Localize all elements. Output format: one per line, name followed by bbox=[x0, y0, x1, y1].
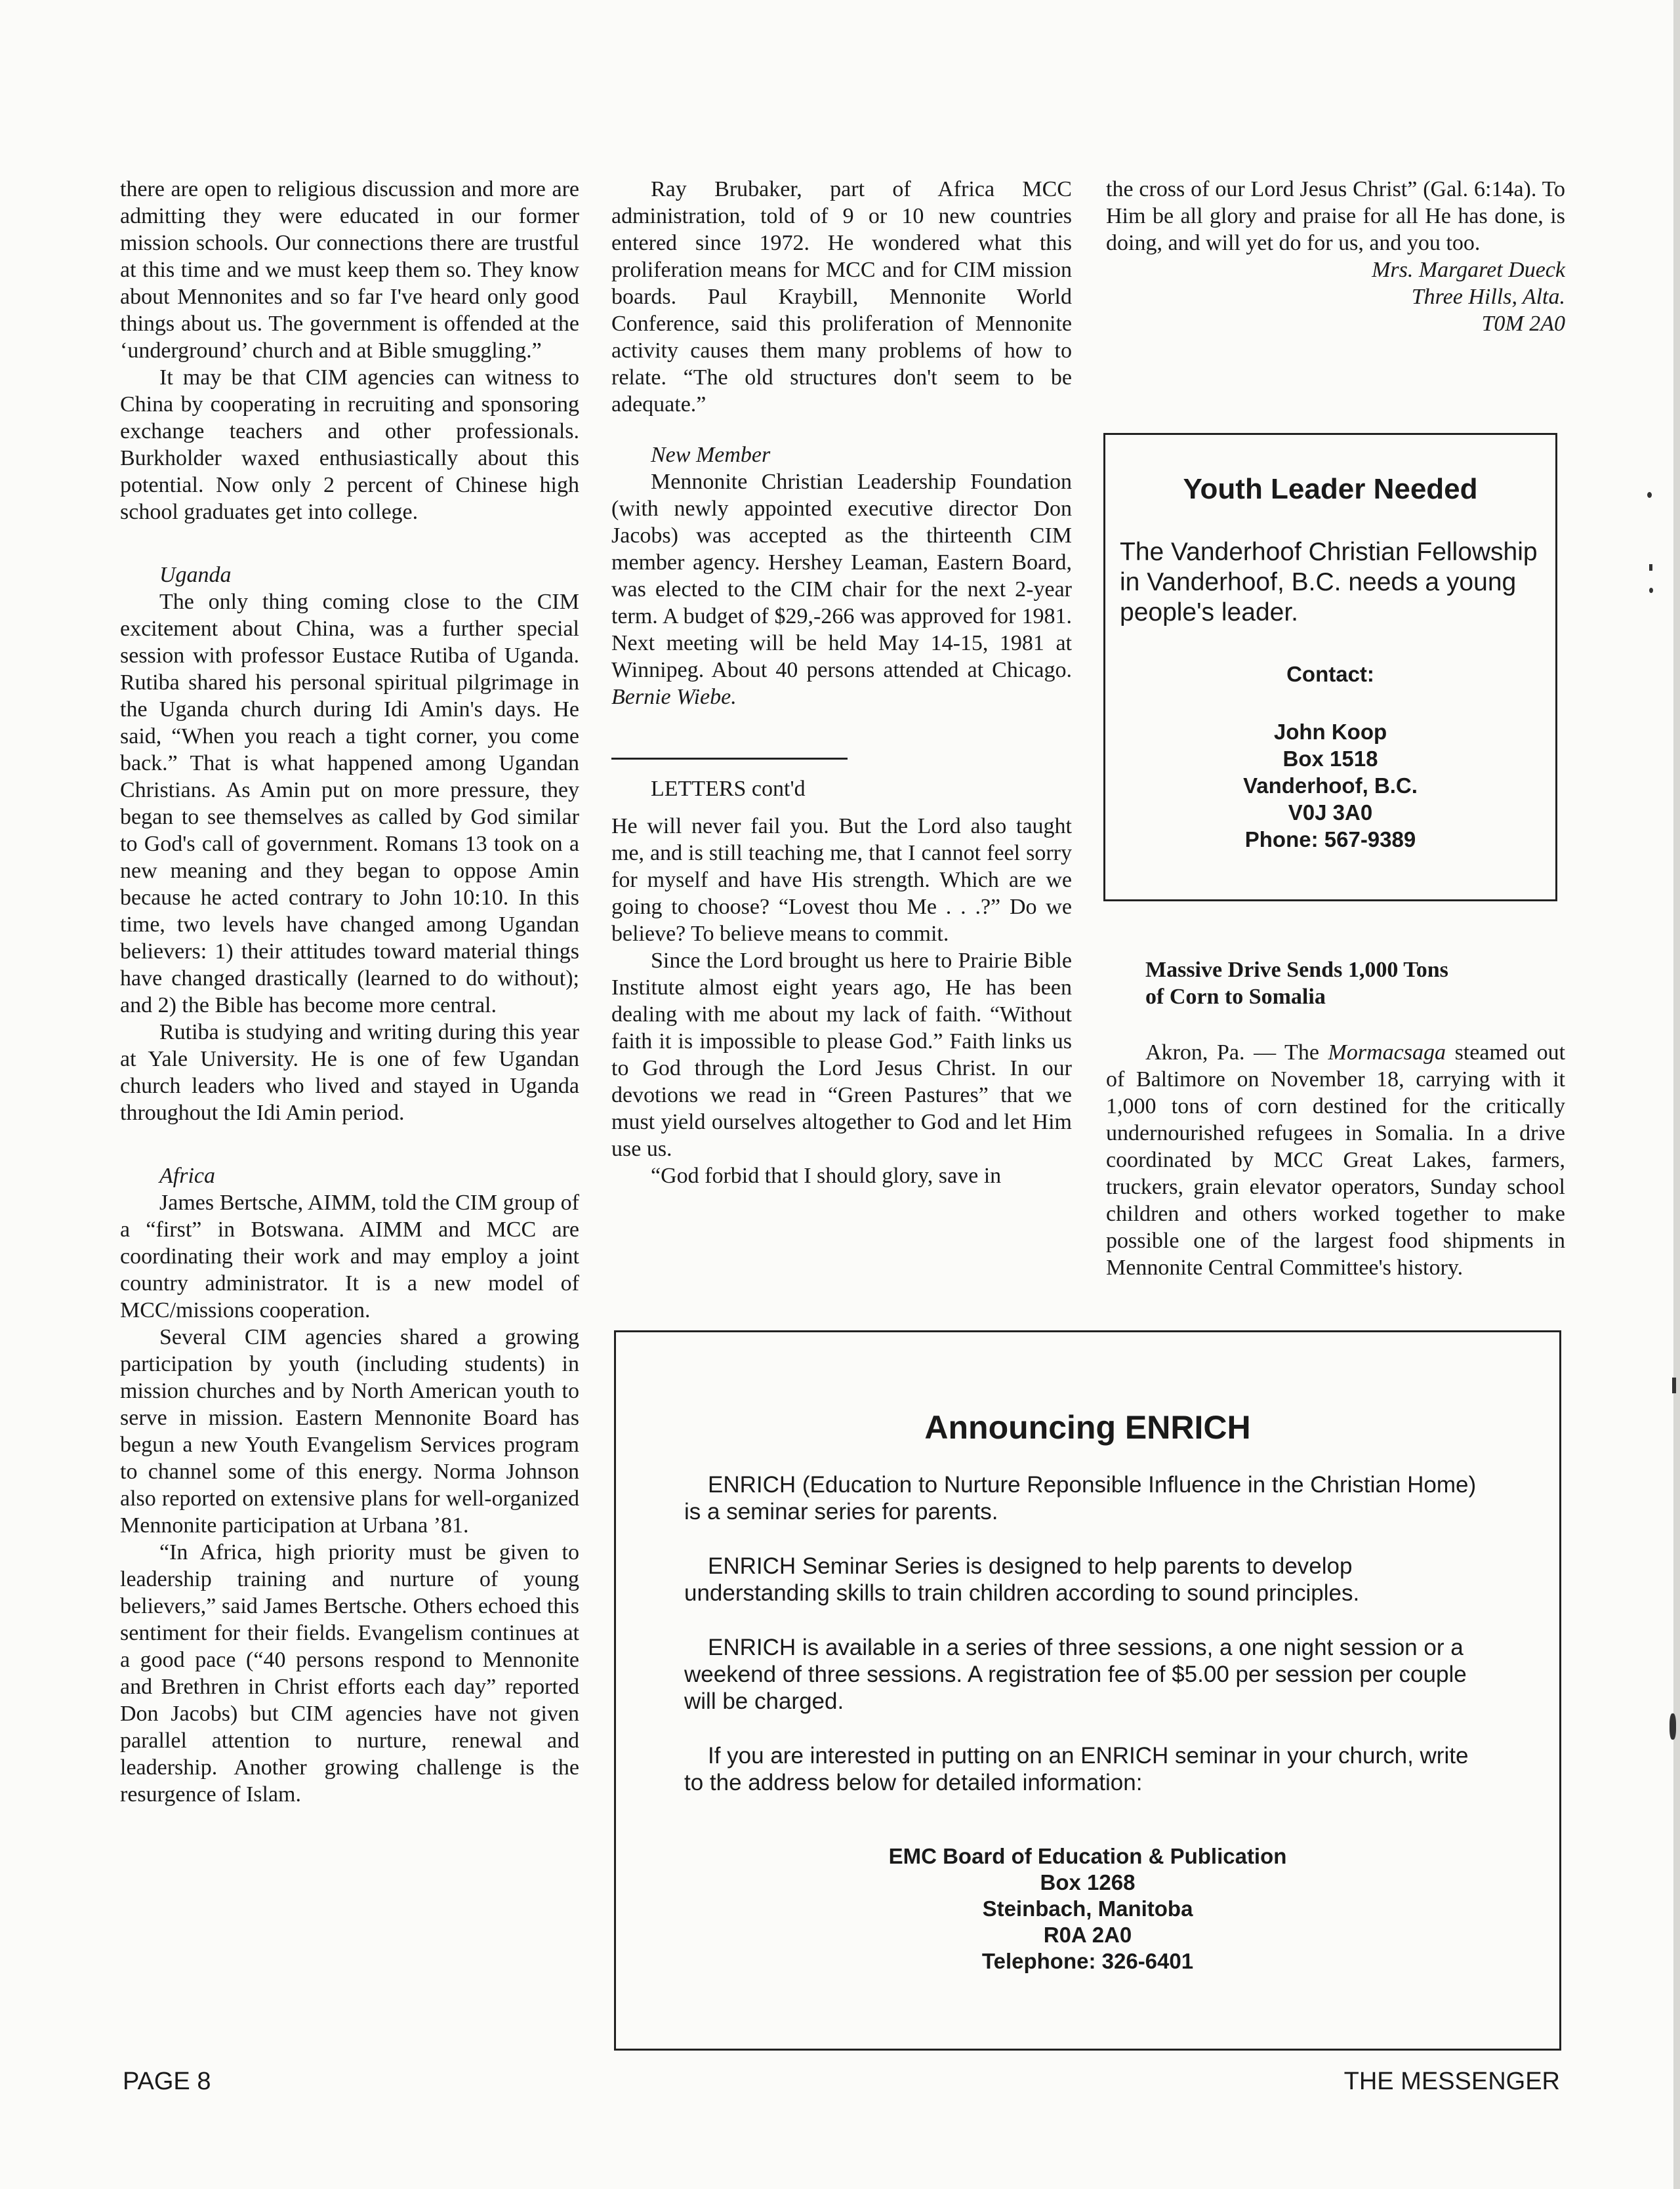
publication-name: THE MESSENGER bbox=[1343, 2068, 1560, 2095]
ad-town: Steinbach, Manitoba bbox=[982, 1896, 1193, 1921]
divider bbox=[611, 758, 848, 760]
paragraph: Several CIM agencies shared a growing participation by youth (including students) in mission churches and by North American youth to serve in mission. Eastern Mennonite Board has begun a new Youth Evangelism Services program to channel some of this energy. Norma Johnson also reported on extensive plans for well-organized Mennonite participation at Urbana ’81. bbox=[120, 1325, 579, 1538]
ad-title: Youth Leader Needed bbox=[1183, 473, 1478, 505]
paragraph-text: steamed out of Baltimore on November 18, carrying with it 1,000 tons of corn destined for the critically undernourished refugees in Somalia. In a drive coordinated by MCC Great Lakes, farmers, truckers, grain elevator operators, Sunday school children and others worked together to make possible one of the largest food shipments in Mennonite Central Committee's history. bbox=[1106, 1040, 1566, 1280]
signature-town: Three Hills, Alta. bbox=[1411, 285, 1565, 309]
paragraph bbox=[1106, 1039, 1565, 1281]
scan-speck bbox=[1647, 492, 1652, 498]
paragraph: Since the Lord brought us here to Prairie Bible Institute almost eight years ago, He has been dealing with me about my lack of faith. “Without faith it is impossible to please God.” Faith links us to God through the Lord Jesus Christ. In our devotions we read in “Green Pastures” that we must yield ourselves altogether to God and let Him use us. bbox=[611, 949, 1072, 1161]
continued-label: LETTERS cont'd bbox=[651, 777, 806, 801]
paragraph bbox=[611, 468, 1072, 710]
story-headline: of Corn to Somalia bbox=[1145, 985, 1326, 1009]
ad-org: EMC Board of Education & Publication bbox=[888, 1844, 1287, 1868]
ad-postal: R0A 2A0 bbox=[1043, 1923, 1132, 1947]
contact-town: Vanderhoof, B.C. bbox=[1243, 773, 1418, 798]
ad-paragraph: ENRICH (Education to Nurture Reponsible Influence in the Christian Home) is a seminar series for parents. bbox=[684, 1472, 1477, 1524]
paragraph: He will never fail you. But the Lord also taught me, and is still teaching me, that I cannot feel sorry for myself and have His strength. Which are we going to choose? “Lovest thou Me . . .?” Do we believe? To believe means to commit. bbox=[611, 814, 1072, 946]
ad-title: Announcing ENRICH bbox=[924, 1409, 1251, 1446]
scan-speck bbox=[1649, 588, 1653, 593]
section-heading: Uganda bbox=[159, 563, 232, 587]
paragraph: The only thing coming close to the CIM excitement about China, was a further special session with professor Eustace Rutiba of Uganda. Rutiba shared his personal spiritual pilgrimage in the Uganda church during Idi Amin's days. He said, “When you reach a tight corner, you come back.” That is what happened among Ugandan Christians. As Amin put on more pressure, they began to see themselves as called by God similar to God's call of government. Romans 13 took on a new meaning and they began to oppose Amin because he acted contrary to John 10:10. In this time, two levels have changed among Ugandan believers: 1) their attitudes toward material things have changed drastically (learned to do without); and 2) the Bible has become more central. bbox=[120, 590, 579, 1017]
scan-speck bbox=[1672, 1378, 1676, 1393]
paragraph: James Bertsche, AIMM, told the CIM group of a “first” in Botswana. AIMM and MCC are coordinating their work and may employ a joint country administrator. It is a new model of MCC/missions cooperation. bbox=[120, 1191, 579, 1322]
ship-name: Mormacsaga bbox=[1328, 1040, 1446, 1065]
paragraph: Ray Brubaker, part of Africa MCC administration, told of 9 or 10 new countries entered since 1972. He wondered what this proliferation means for MCC and for CIM mission boards. Paul Kraybill, Mennonite World Conference, said this proliferation of Mennonite activity causes them many problems of how to relate. “The old structures don't seem to be adequate.” bbox=[611, 177, 1072, 417]
youth-leader-ad bbox=[1103, 433, 1557, 901]
contact-postal: V0J 3A0 bbox=[1288, 800, 1373, 825]
contact-name: John Koop bbox=[1273, 720, 1387, 744]
paragraph: It may be that CIM agencies can witness to China by cooperating in recruiting and sponsoring exchange teachers and other professionals. Burkholder waxed enthusiastically about this potential. Now only 2 percent of Chinese high school graduates get into college. bbox=[120, 365, 579, 524]
section-heading: New Member bbox=[651, 443, 771, 467]
signature-postal: T0M 2A0 bbox=[1481, 312, 1565, 336]
paragraph: “God forbid that I should glory, save in bbox=[651, 1164, 1002, 1188]
ad-box: Box 1268 bbox=[1040, 1870, 1136, 1894]
section-heading: Africa bbox=[159, 1164, 215, 1188]
paragraph: there are open to religious discussion and more are admitting they were educated in our former mission schools. Our connections there are trustful at this time and we must keep them so. They know about Mennonites and so far I've heard only good things about us. The government is offended at the ‘underground’ church and at Bible smuggling.” bbox=[120, 177, 579, 363]
ad-phone: Telephone: 326-6401 bbox=[981, 1949, 1194, 1973]
paragraph-text: Mennonite Christian Leadership Foundation (with newly appointed executive director Don Jacobs) was accepted as the thirteenth CIM member agency. Hershey Leaman, Eastern Board, was elected to the CIM chair for the next 2-year term. A budget of $29,-266 was approved for 1981. Next meeting will be held May 14-15, 1981 at Winnipeg. About 40 persons attended at Chicago. bbox=[611, 470, 1072, 682]
somalia-story bbox=[1106, 956, 1565, 1281]
column-1 bbox=[120, 176, 579, 1808]
paragraph-text: Akron, Pa. — The bbox=[1145, 1040, 1328, 1065]
scan-edge bbox=[1673, 0, 1680, 2189]
column-2 bbox=[611, 176, 1072, 1189]
contact-label: Contact: bbox=[1286, 662, 1374, 686]
enrich-ad bbox=[614, 1330, 1561, 2051]
ad-body: The Vanderhoof Christian Fellowship in Vanderhoof, B.C. needs a young people's leader. bbox=[1120, 538, 1538, 626]
scan-speck bbox=[1670, 1713, 1676, 1740]
page-number: PAGE 8 bbox=[123, 2068, 211, 2095]
ad-paragraph: If you are interested in putting on an ENRICH seminar in your church, write to the address below for detailed information: bbox=[684, 1743, 1469, 1795]
column-3 bbox=[1106, 176, 1565, 337]
contact-phone: Phone: 567-9389 bbox=[1244, 827, 1416, 851]
byline: Bernie Wiebe. bbox=[611, 685, 737, 709]
paragraph: Rutiba is studying and writing during this year at Yale University. He is one of few Ugandan church leaders who lived and stayed in Uganda throughout the Idi Amin period. bbox=[120, 1020, 579, 1125]
scan-speck bbox=[1649, 564, 1652, 571]
paragraph: “In Africa, high priority must be given to leadership training and nurture of young believers,” said James Bertsche. Others echoed this sentiment for their fields. Evangelism continues at a good pace (“40 persons respond to Mennonite and Brethren in Christ efforts each day” reported Don Jacobs) but CIM agencies have not given parallel attention to nurture, renewal and leadership. Another growing challenge is the resurgence of Islam. bbox=[120, 1540, 579, 1807]
story-headline: Massive Drive Sends 1,000 Tons bbox=[1145, 958, 1448, 982]
signature-name: Mrs. Margaret Dueck bbox=[1372, 258, 1565, 282]
contact-box: Box 1518 bbox=[1282, 747, 1378, 771]
ad-address bbox=[684, 1843, 1491, 1974]
ad-paragraph: ENRICH Seminar Series is designed to help parents to develop understanding skills to train children according to sound principles. bbox=[684, 1553, 1360, 1606]
ad-paragraph: ENRICH is available in a series of three sessions, a one night session or a weekend of three sessions. A registration fee of $5.00 per session per couple will be charged. bbox=[684, 1635, 1467, 1714]
contact-address bbox=[1105, 718, 1555, 853]
paragraph: the cross of our Lord Jesus Christ” (Gal. 6:14a). To Him be all glory and praise for all He has done, is doing, and will yet do for us, and you too. bbox=[1106, 177, 1565, 255]
